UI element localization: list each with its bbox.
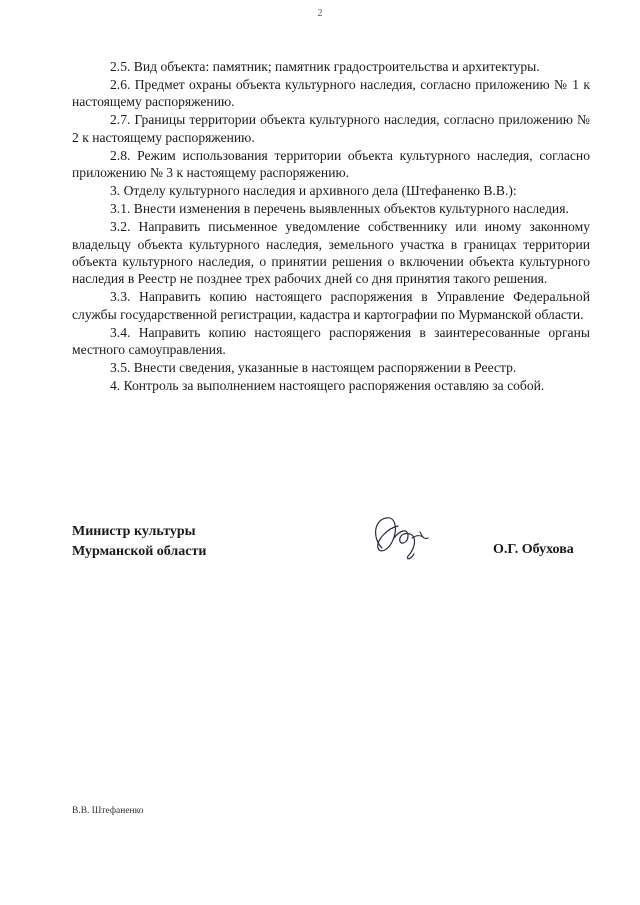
paragraph-3: 3. Отделу культурного наследия и архивного дела (Штефаненко В.В.): — [110, 183, 517, 199]
paragraph-2-7: 2.7. Границы территории объекта культурного наследия, согласно приложению № 2 к настоящему распоряжению. — [72, 112, 590, 145]
handwritten-signature-icon — [368, 508, 438, 566]
signatory-title-line-2: Мурманской области — [72, 544, 207, 559]
paragraph-3-5: 3.5. Внести сведения, указанные в настоящем распоряжении в Реестр. — [110, 360, 517, 376]
paragraph-3-1: 3.1. Внести изменения в перечень выявленных объектов культурного наследия. — [110, 201, 569, 217]
executor-name: В.В. Штефаненко — [72, 806, 144, 816]
paragraph-3-4: 3.4. Направить копию настоящего распоряжения в заинтересованные органы местного самоуправления. — [72, 324, 590, 358]
paragraph-3-3: 3.3. Направить копию настоящего распоряжения в Управление Федеральной службы государственной регистрации, кадастра и картографии по Мурманской области. — [72, 289, 590, 322]
signatory-title-line-1: Министр культуры — [72, 524, 196, 539]
page-number: 2 — [317, 8, 323, 19]
signatory-name: О.Г. Обухова — [493, 542, 574, 557]
paragraph-2-8: 2.8. Режим использования территории объекта культурного наследия, согласно приложению № 3 к настоящему распоряжению. — [72, 147, 590, 181]
paragraph-3-2: 3.2. Направить письменное уведомление собственнику или иному законному владельцу объекта культурного наследия, земельного участка в границах территории объекта культурного наследия, о принятии решения о включении объекта культурного наследия в Реестр не позднее трех рабочих дней со дня принятия такого решения. — [72, 219, 590, 287]
paragraph-2-5: 2.5. Вид объекта: памятник; памятник градостроительства и архитектуры. — [110, 59, 540, 74]
signatory-title — [72, 522, 206, 562]
document-body — [72, 58, 590, 395]
paragraph-2-6: 2.6. Предмет охраны объекта культурного наследия, согласно приложению № 1 к настоящему распоряжению. — [72, 77, 590, 110]
paragraph-4: 4. Контроль за выполнением настоящего распоряжения оставляю за собой. — [110, 378, 545, 394]
